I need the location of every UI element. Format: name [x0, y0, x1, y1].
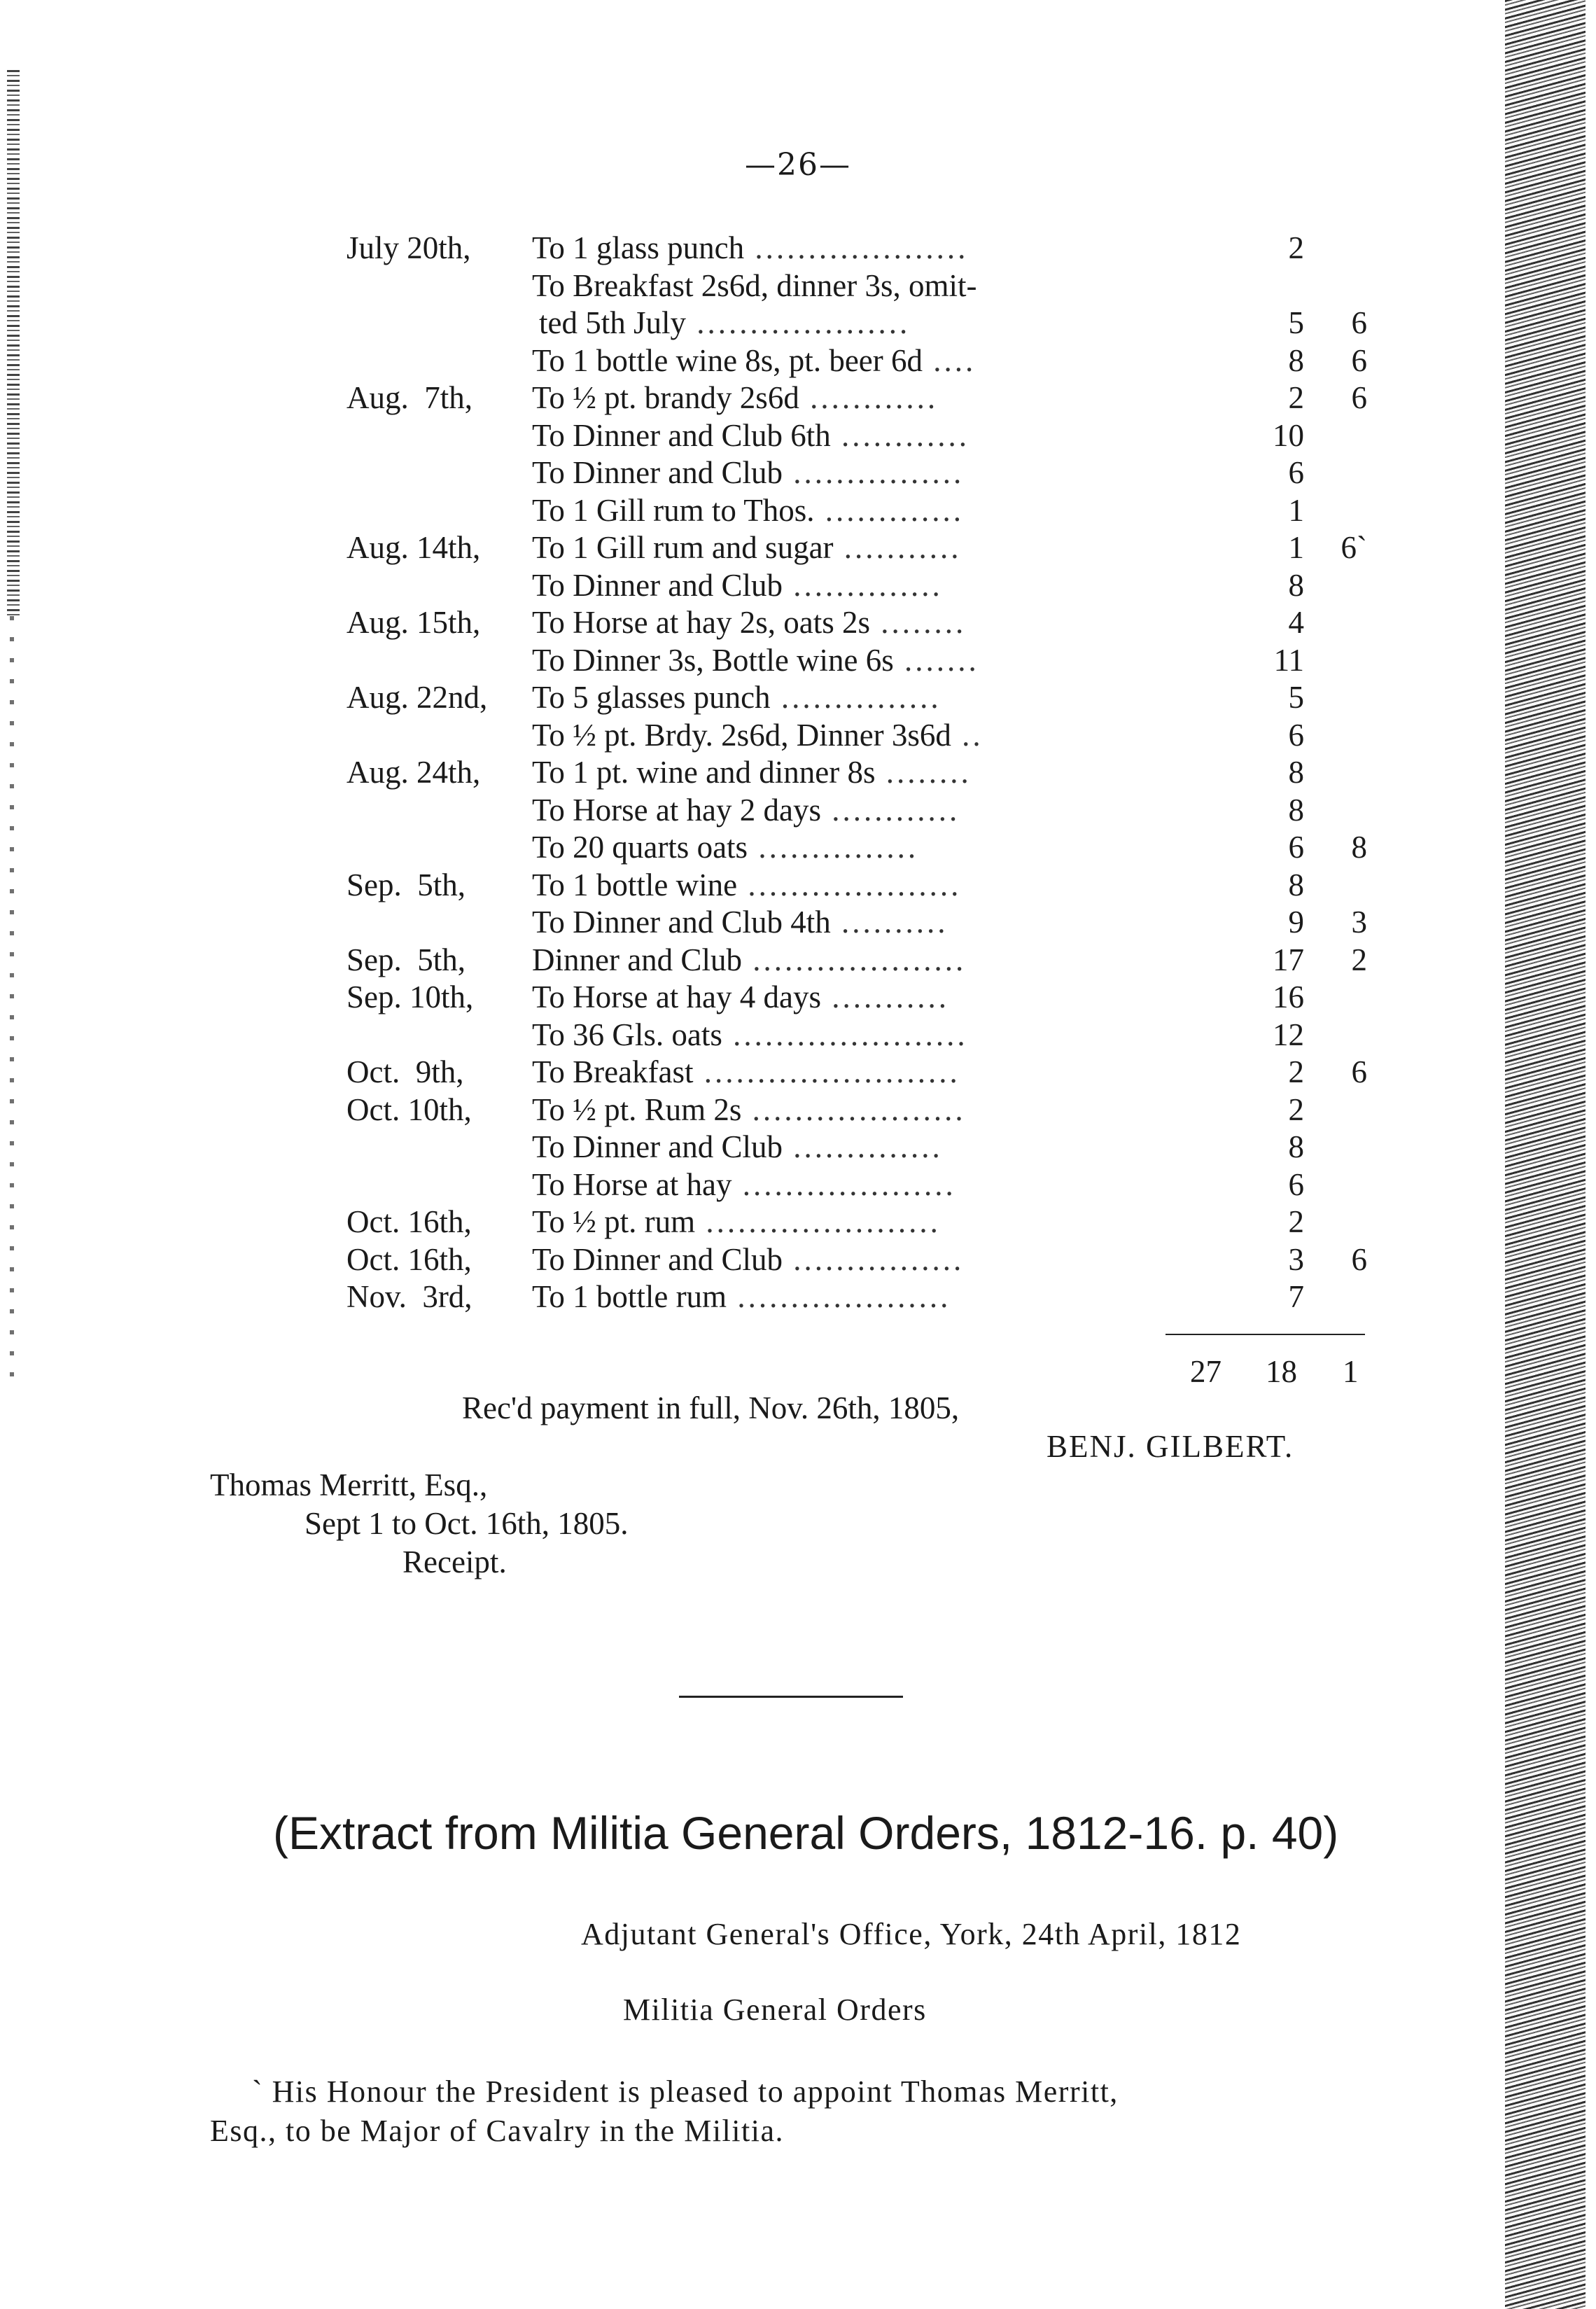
ledger-shillings: 8	[1288, 567, 1304, 603]
ledger-item	[532, 567, 1502, 605]
ledger-row	[346, 717, 1396, 755]
ledger-leader-dots: ...........	[821, 979, 949, 1014]
ledger-shillings: 1	[1288, 492, 1304, 528]
ledger-pence: 6	[1351, 1241, 1367, 1277]
ledger-shillings: 9	[1288, 905, 1304, 940]
ledger-item	[532, 417, 1502, 455]
ledger-leader-dots: ..............	[783, 1129, 943, 1164]
ledger-row	[346, 1278, 1396, 1316]
ledger-row	[346, 492, 1396, 530]
total-pence: 1	[1343, 1354, 1359, 1389]
ledger-item-text: To Horse at hay	[532, 1166, 732, 1202]
section-divider	[679, 1696, 903, 1698]
ledger-row	[346, 1017, 1396, 1054]
ledger-pence: 6	[1351, 380, 1367, 415]
ledger-date: Oct. 16th,	[346, 1204, 472, 1239]
ledger-row	[346, 1129, 1396, 1166]
endorsement-period: Sept 1 to Oct. 16th, 1805.	[304, 1506, 629, 1541]
ledger-item-text: To Dinner and Club	[532, 455, 783, 490]
ledger-shillings: 8	[1288, 342, 1304, 378]
ledger-leader-dots: ...........	[833, 530, 962, 565]
ledger-item-text: ted 5th July	[539, 305, 686, 340]
ledger-row	[346, 267, 1396, 305]
ledger-item-text: To 1 bottle rum	[532, 1279, 727, 1314]
ledger-row	[346, 642, 1396, 680]
ledger-row	[346, 1166, 1396, 1204]
ledger-item	[532, 679, 1502, 717]
ledger-leader-dots: ....................	[744, 230, 969, 265]
received-payment-line: Rec'd payment in full, Nov. 26th, 1805,	[462, 1390, 960, 1425]
ledger-item-text: To 1 Gill rum to Thos.	[532, 492, 815, 528]
ledger-item-text: To Dinner and Club	[532, 1241, 783, 1277]
ledger-item	[532, 1166, 1502, 1204]
ledger-item	[532, 717, 1502, 755]
ledger-item-text: To Horse at hay 2 days	[532, 792, 821, 828]
ledger-item	[532, 1278, 1502, 1316]
ledger-item	[532, 492, 1502, 530]
ledger-pence: 3	[1351, 905, 1367, 940]
ledger-leader-dots: ............	[799, 380, 939, 415]
ledger-shillings: 8	[1288, 755, 1304, 790]
ledger-item-text: To Dinner and Club 4th	[532, 905, 831, 940]
ledger-leader-dots: ..	[951, 717, 983, 753]
ledger-shillings: 6	[1288, 1166, 1304, 1202]
ledger-date: Aug. 14th,	[346, 530, 481, 565]
ledger-date: Aug. 7th,	[346, 380, 472, 415]
ledger-item-text: To Dinner and Club	[532, 567, 783, 603]
ledger-row	[346, 230, 1396, 267]
ledger-pence: 8	[1351, 830, 1367, 865]
total-shillings: 18	[1266, 1354, 1297, 1389]
ledger-leader-dots: ....................	[737, 867, 962, 902]
ledger-row	[346, 604, 1396, 642]
ledger-row	[346, 792, 1396, 830]
signature: BENJ. GILBERT.	[1046, 1429, 1294, 1464]
ledger-item	[532, 1204, 1502, 1241]
orders-heading: Militia General Orders	[623, 1993, 927, 2027]
ledger-shillings: 11	[1273, 642, 1304, 678]
ledger-shillings: 8	[1288, 1129, 1304, 1164]
ledger-item-text: To Dinner and Club 6th	[532, 417, 831, 453]
ledger-pence: 6	[1351, 305, 1367, 340]
ledger-shillings: 2	[1288, 380, 1304, 415]
ledger-item	[532, 230, 1502, 267]
ledger-shillings: 5	[1288, 680, 1304, 715]
ledger-pence: 6	[1351, 1054, 1367, 1089]
ledger-item-text: To 1 pt. wine and dinner 8s	[532, 755, 876, 790]
ledger-item-text: To Dinner and Club	[532, 1129, 783, 1164]
ledger-item-text: Dinner and Club	[532, 942, 742, 977]
ledger-leader-dots: ................	[783, 1241, 965, 1277]
ledger-shillings: 16	[1273, 979, 1304, 1014]
ledger-item-text: To 36 Gls. oats	[532, 1017, 722, 1052]
ledger-row	[346, 417, 1396, 455]
endorsement-label: Receipt.	[402, 1544, 507, 1579]
ledger-item-text: To Breakfast	[532, 1054, 694, 1089]
ledger-row	[346, 305, 1396, 342]
ledger-date: Aug. 22nd,	[346, 680, 488, 715]
ledger-item-text: To Horse at hay 2s, oats 2s	[532, 605, 871, 640]
extract-heading: (Extract from Militia General Orders, 1812-16. p. 40)	[273, 1807, 1339, 1859]
ledger-shillings: 6	[1288, 717, 1304, 753]
order-text-line-2: Esq., to be Major of Cavalry in the Militia.	[210, 2114, 784, 2148]
ledger-row	[346, 342, 1396, 380]
endorsement-name: Thomas Merritt, Esq.,	[210, 1467, 488, 1502]
ledger-pence: 6	[1351, 342, 1367, 378]
ledger-date: Oct. 9th,	[346, 1054, 464, 1089]
ledger-row	[346, 942, 1396, 979]
ledger-item	[532, 1017, 1502, 1054]
ledger-item	[532, 1129, 1502, 1166]
ledger-row	[346, 904, 1396, 942]
ledger-row	[346, 1054, 1396, 1091]
ledger-row	[346, 679, 1396, 717]
office-line: Adjutant General's Office, York, 24th April, 1812	[581, 1917, 1242, 1951]
ledger-leader-dots: ............	[821, 792, 960, 828]
ledger-leader-dots: ....................	[741, 942, 967, 977]
ledger-leader-dots: ....................	[727, 1279, 951, 1314]
ledger-item	[532, 754, 1502, 792]
ledger-leader-dots: .............	[814, 492, 965, 528]
ledger-shillings: 6	[1288, 830, 1304, 865]
ledger-leader-dots: .......	[893, 642, 979, 678]
ledger-shillings: 10	[1273, 417, 1304, 453]
ledger-row	[346, 529, 1396, 567]
ledger-item-text: To Dinner 3s, Bottle wine 6s	[532, 642, 894, 678]
order-text-line-1: ` His Honour the President is pleased to appoint Thomas Merritt,	[252, 2074, 1119, 2109]
ledger-leader-dots: ...............	[748, 830, 919, 865]
ledger-shillings: 6	[1288, 455, 1304, 490]
ledger-shillings: 4	[1288, 605, 1304, 640]
ledger-pence: 2	[1351, 942, 1367, 977]
ledger-shillings: 1	[1288, 530, 1304, 565]
ledger-shillings: 2	[1288, 1054, 1304, 1089]
ledger-date: Sep. 5th,	[346, 942, 466, 977]
ledger-row	[346, 979, 1396, 1017]
ledger-date: Sep. 5th,	[346, 867, 466, 902]
ledger-row	[346, 454, 1396, 492]
ledger-leader-dots: ............	[830, 417, 970, 453]
ledger-row	[346, 379, 1396, 417]
ledger-item	[532, 979, 1502, 1017]
ledger-date: Oct. 10th,	[346, 1091, 472, 1127]
ledger-item-text: To 20 quarts oats	[532, 830, 748, 865]
ledger-item-text: To ½ pt. Brdy. 2s6d, Dinner 3s6d	[532, 717, 951, 753]
ledger-item-text: To Breakfast 2s6d, dinner 3s, omit-	[532, 267, 977, 303]
ledger-leader-dots: ........	[875, 755, 972, 790]
ledger-item	[532, 642, 1502, 680]
ledger-leader-dots: ........	[870, 605, 967, 640]
ledger-date: Oct. 16th,	[346, 1241, 472, 1277]
ledger-shillings: 2	[1288, 1204, 1304, 1239]
ledger-leader-dots: ................	[783, 455, 965, 490]
ledger-item	[532, 454, 1502, 492]
ledger-shillings: 5	[1288, 305, 1304, 340]
ledger-date: Aug. 15th,	[346, 605, 481, 640]
ledger-leader-dots: ....................	[741, 1091, 966, 1127]
ledger-item-text: To 1 bottle wine	[532, 867, 738, 902]
ledger-shillings: 8	[1288, 867, 1304, 902]
ledger-row	[346, 567, 1396, 605]
ledger-leader-dots: ....................	[732, 1166, 956, 1202]
ledger-leader-dots: ..............	[783, 567, 943, 603]
ledger-item	[532, 1091, 1502, 1129]
ledger-row	[346, 754, 1396, 792]
order-text	[210, 2072, 1442, 2151]
ledger-date: Aug. 24th,	[346, 755, 481, 790]
ledger-pence: 6`	[1340, 530, 1367, 565]
ledger-item-text: To ½ pt. Rum 2s	[532, 1091, 742, 1127]
account-ledger	[346, 230, 1396, 1316]
scan-edge-right	[1505, 0, 1586, 2309]
ledger-item	[532, 267, 1502, 305]
ledger-date: July 20th,	[346, 230, 471, 265]
ledger-item-text: To 5 glasses punch	[532, 680, 771, 715]
ledger-leader-dots: ....................	[686, 305, 911, 340]
ledger-shillings: 12	[1273, 1017, 1304, 1052]
ledger-leader-dots: ..........	[830, 905, 948, 940]
page-number: —26—	[745, 147, 851, 183]
ledger-date: Sep. 10th,	[346, 979, 474, 1014]
ledger-item	[532, 792, 1502, 830]
ledger-item-text: To ½ pt. brandy 2s6d	[532, 380, 799, 415]
ledger-leader-dots: ........................	[693, 1054, 960, 1089]
ledger-row	[346, 1241, 1396, 1279]
ledger-leader-dots: ....	[923, 342, 976, 378]
scan-edge-left-marks	[10, 616, 14, 1386]
ledger-row	[346, 1204, 1396, 1241]
ledger-shillings: 8	[1288, 792, 1304, 828]
ledger-leader-dots: ......................	[722, 1017, 968, 1052]
ledger-item-text: To 1 Gill rum and sugar	[532, 530, 834, 565]
ledger-item	[532, 867, 1502, 905]
ledger-item-text: To Horse at hay 4 days	[532, 979, 821, 1014]
ledger-row	[346, 1091, 1396, 1129]
ledger-shillings: 3	[1288, 1241, 1304, 1277]
ledger-item-text: To 1 bottle wine 8s, pt. beer 6d	[532, 342, 923, 378]
ledger-leader-dots: ......................	[695, 1204, 941, 1239]
ledger-item-text: To 1 glass punch	[532, 230, 745, 265]
ledger-leader-dots: ...............	[770, 680, 941, 715]
ledger-date: Nov. 3rd,	[346, 1279, 472, 1314]
ledger-shillings: 17	[1273, 942, 1304, 977]
ledger-item	[532, 604, 1502, 642]
total-rule	[1166, 1334, 1365, 1335]
total-pounds: 27	[1190, 1354, 1222, 1389]
ledger-item-text: To ½ pt. rum	[532, 1204, 696, 1239]
ledger-shillings: 2	[1288, 1091, 1304, 1127]
ledger-row	[346, 867, 1396, 905]
ledger-shillings: 2	[1288, 230, 1304, 265]
ledger-shillings: 7	[1288, 1279, 1304, 1314]
ledger-row	[346, 829, 1396, 867]
